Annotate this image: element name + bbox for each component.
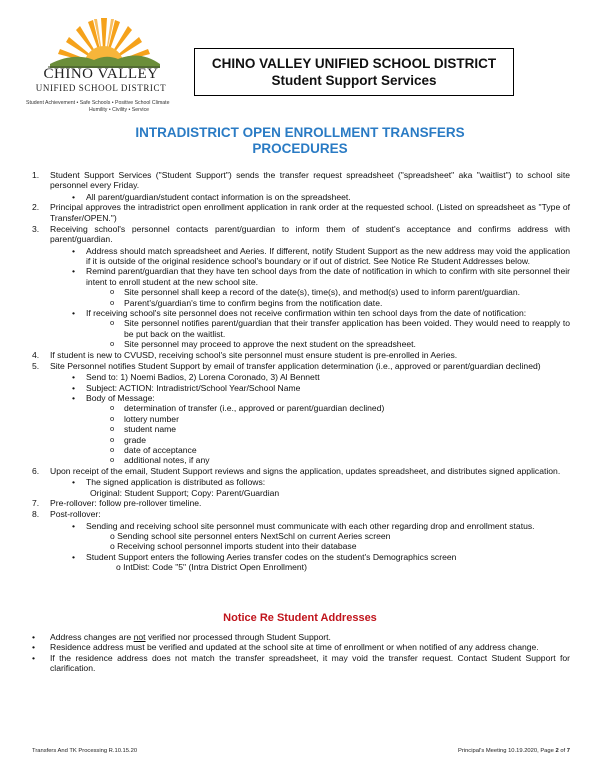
bullet-item: • Body of Message: xyxy=(72,392,155,403)
document-title xyxy=(0,125,600,157)
bullet-icon: • xyxy=(32,642,36,653)
step-number: 5. xyxy=(32,360,40,371)
sub-bullet-item: o Parent's/guardian's time to confirm begins from the notification date. xyxy=(110,297,383,308)
sub-bullet-icon: o xyxy=(110,413,115,423)
logo-subname: UNIFIED SCHOOL DISTRICT xyxy=(35,83,167,93)
step-text: Principal approves the intradistrict open enrollment application in rank order at the requested school. (Listed on spreadsheet as "Type of Transfer/OPEN.") xyxy=(50,202,570,223)
sub-bullet-icon: o xyxy=(110,434,115,444)
procedure-step-8 xyxy=(32,509,570,519)
bullet-icon: • xyxy=(72,191,76,202)
procedure-step-2 xyxy=(32,202,570,223)
bullet-item: • All parent/guardian/student contact information is on the spreadsheet. xyxy=(72,191,351,202)
sunrise-icon xyxy=(44,14,164,70)
step-text: Post-rollover: xyxy=(50,509,101,520)
step-text: Pre-rollover: follow pre-rollover timeline. xyxy=(50,497,202,508)
bullet-icon: • xyxy=(72,392,76,403)
department-name: Student Support Services xyxy=(271,73,437,88)
sub-bullet-item: o Site personnel may proceed to approve the next student on the spreadsheet. xyxy=(110,339,416,350)
step-number: 1. xyxy=(32,170,40,180)
notice-heading: Notice Re Student Addresses xyxy=(223,612,377,624)
step-text: Site Personnel notifies Student Support by email of transfer application determination (i.e., approved or parent/guardian declined) xyxy=(50,360,541,371)
sub-bullet-item: o IntDist: Code "5" (Intra District Open Enrollment) xyxy=(116,562,307,573)
procedure-list xyxy=(32,170,570,573)
sub-bullet-item: o Sending school site personnel enters NextSchl on current Aeries screen xyxy=(110,530,391,541)
step-text: If student is new to CVUSD, receiving school's site personnel must ensure student is pre-enrolled in Aeries. xyxy=(50,349,458,360)
sub-bullet-icon: o xyxy=(110,297,115,307)
sub-bullet-item: o determination of transfer (i.e., approved or parent/guardian declined) xyxy=(110,403,385,414)
step-number: 2. xyxy=(32,202,40,213)
title-line-2: PROCEDURES xyxy=(252,141,348,156)
sub-bullet-icon: o xyxy=(110,445,115,455)
bullet-item: • The signed application is distributed as follows: xyxy=(72,477,266,488)
procedure-step-5 xyxy=(32,361,570,371)
page-total: 7 xyxy=(566,748,570,754)
underlined-word: not xyxy=(133,632,146,642)
bullet-icon: • xyxy=(72,307,76,318)
procedure-step-1 xyxy=(32,170,570,191)
bullet-item: • Sending and receiving school site personnel must communicate with each other regarding drop and enrollment status. xyxy=(72,520,535,531)
footer-document-id: Transfers And TK Processing R.10.15.20 xyxy=(32,748,138,754)
bullet-item: • Subject: ACTION: Intradistrict/School Year/School Name xyxy=(72,382,301,393)
sub-bullet-item: o additional notes, if any xyxy=(110,455,210,466)
step-number: 3. xyxy=(32,223,40,234)
sub-bullet-item: o student name xyxy=(110,424,177,435)
sub-bullet-item: o Site personnel shall keep a record of the date(s), time(s), and method(s) used to inform parent/guardian. xyxy=(110,287,520,298)
logo-tagline-1: Student Achievement • Safe Schools • Positive School Climate xyxy=(26,100,170,106)
logo-tagline-2: Humility • Civility • Service xyxy=(88,107,150,113)
bullet-icon: • xyxy=(72,520,76,531)
sub-bullet-icon: o xyxy=(110,403,115,413)
sub-bullet-item: o lottery number xyxy=(110,413,179,424)
step-number: 4. xyxy=(32,349,40,360)
bullet-icon: • xyxy=(72,551,76,562)
bullet-item: • Address should match spreadsheet and Aeries. If different, notify Student Support as the new address may void the application if it is outside of the original residence school's boundary or if out of district. See Notice Re Student Addresses below. xyxy=(72,245,570,266)
step-number: 6. xyxy=(32,465,40,476)
bullet-icon: • xyxy=(32,632,36,642)
district-header-box xyxy=(194,48,514,96)
sub-bullet-item: o grade xyxy=(110,434,146,445)
procedure-step-4 xyxy=(32,350,570,360)
step-number: 7. xyxy=(32,497,40,508)
bullet-continuation: Original: Student Support; Copy: Parent/Guardian xyxy=(90,487,280,498)
sub-bullet-icon: o xyxy=(110,339,115,349)
bullet-item: • Remind parent/guardian that they have ten school days from the date of notification in which to confirm with site personnel their intent to enroll student at the new school site. xyxy=(72,266,570,287)
logo-name: CHINO VALLEY xyxy=(43,66,159,82)
procedure-step-6 xyxy=(32,466,570,476)
sub-bullet-icon: o xyxy=(110,424,115,434)
sub-bullet-icon: o xyxy=(110,455,115,465)
step-number: 8. xyxy=(32,509,40,520)
sub-bullet-icon: o xyxy=(110,318,115,328)
page-number: 2 xyxy=(555,748,559,754)
sub-bullet-icon: o xyxy=(110,287,115,297)
step-text: Student Support Services ("Student Support") sends the transfer request spreadsheet ("spreadsheet" aka "waitlist") to school site personnel every Friday. xyxy=(50,170,570,191)
title-line-1: INTRADISTRICT OPEN ENROLLMENT TRANSFERS xyxy=(135,125,465,140)
bullet-item: • Send to: 1) Noemi Badios, 2) Lorena Coronado, 3) Al Bennett xyxy=(72,372,320,383)
notice-item: • Address changes are not verified nor processed through Student Support. xyxy=(32,632,331,642)
bullet-item: • Student Support enters the following Aeries transfer codes on the student's Demographics screen xyxy=(72,551,457,562)
bullet-icon: • xyxy=(72,372,76,383)
district-name: CHINO VALLEY UNIFIED SCHOOL DISTRICT xyxy=(211,56,497,71)
sub-bullet-item: o date of acceptance xyxy=(110,445,197,456)
procedure-step-3 xyxy=(32,224,570,245)
bullet-icon: • xyxy=(72,245,76,256)
sub-bullet-item: o Receiving school personnel imports student into their database xyxy=(110,541,357,552)
notice-item: • If the residence address does not match the transfer spreadsheet, it may void the transfer request. Contact Student Support for clarification. xyxy=(32,652,570,674)
district-logo xyxy=(26,14,188,118)
step-text: Receiving school's personnel contacts parent/guardian to inform them of student's acceptance and confirms address with parent/guardian. xyxy=(50,223,570,245)
notice-list xyxy=(32,632,570,674)
bullet-icon: • xyxy=(32,652,36,663)
notice-item: • Residence address must be verified and updated at the school site at time of enrollment or when notified of any address change. xyxy=(32,642,539,653)
procedure-step-7 xyxy=(32,498,570,508)
bullet-icon: • xyxy=(72,266,76,277)
step-text: Upon receipt of the email, Student Support reviews and signs the application, updates spreadsheet, and distributes signed application. xyxy=(50,465,561,476)
bullet-icon: • xyxy=(72,382,76,393)
bullet-item: • If receiving school's site personnel does not receive confirmation within ten school days from the date of notification: xyxy=(72,307,527,318)
sub-bullet-item: o Site personnel notifies parent/guardian that their transfer application has been voided. They would need to reapply to be put back on the waitlist. xyxy=(110,318,570,339)
bullet-icon: • xyxy=(72,477,76,488)
footer-page-info: Principal's Meeting 10.19.2020, Page 2 of 7 xyxy=(458,748,570,754)
